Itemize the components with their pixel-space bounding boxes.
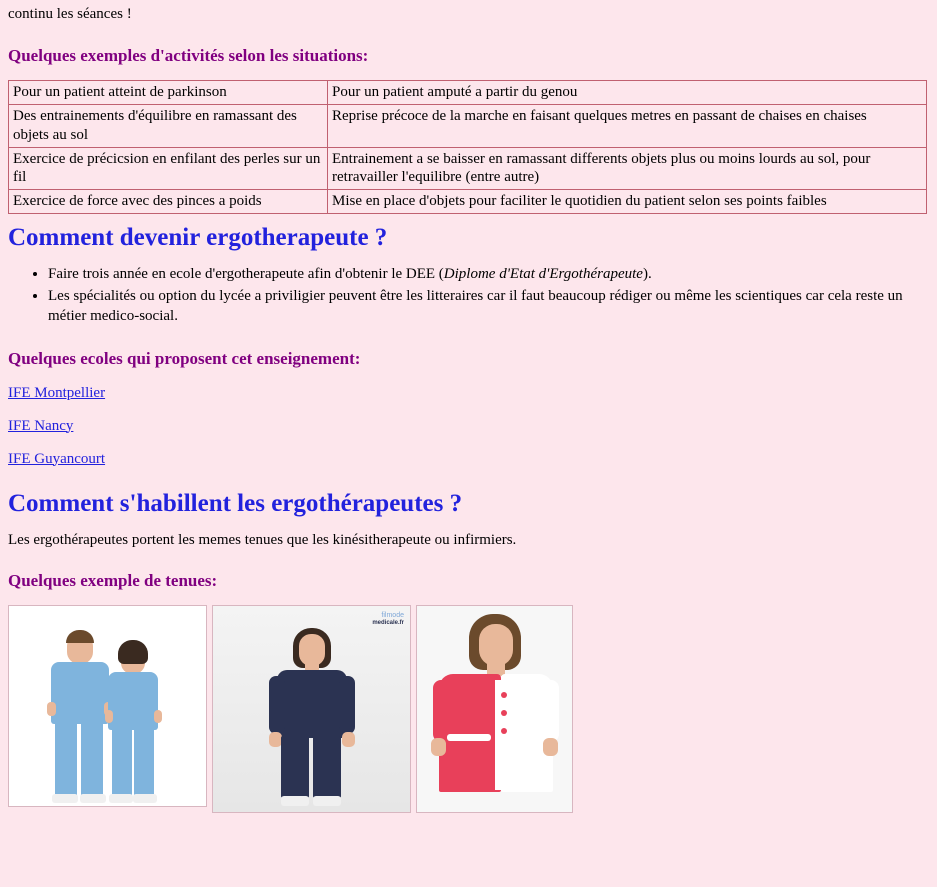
table-row xyxy=(9,147,927,190)
intro-paragraph: continu les séances ! xyxy=(8,6,132,22)
link-ife-guyancourt[interactable]: IFE Guyancourt xyxy=(8,450,106,467)
gallery-image-red-white-tunic xyxy=(416,605,573,813)
table-cell: Pour un patient amputé a partir du genou xyxy=(328,81,927,105)
outfits-heading: Quelques exemple de tenues: xyxy=(8,570,218,590)
outfit-gallery xyxy=(8,605,929,813)
table-row xyxy=(9,105,927,148)
list-item xyxy=(48,264,929,284)
list-item-tail: ). xyxy=(642,265,652,282)
clothing-paragraph: Les ergothérapeutes portent les memes tenues que les kinésitherapeute ou infirmiers. xyxy=(8,531,517,548)
link-ife-nancy[interactable]: IFE Nancy xyxy=(8,417,74,434)
activities-table xyxy=(8,80,927,214)
becoming-heading: Comment devenir ergotherapeute ? xyxy=(8,223,388,251)
clothing-heading: Comment s'habillent les ergothérapeutes ? xyxy=(8,489,463,517)
table-cell: Exercice de précicsion en enfilant des perles sur un fil xyxy=(9,147,328,190)
table-cell: Des entrainements d'équilibre en ramassant des objets au sol xyxy=(9,105,328,148)
becoming-list xyxy=(8,264,929,327)
table-row xyxy=(9,81,927,105)
activities-heading: Quelques exemples d'activités selon les situations: xyxy=(8,46,369,66)
table-cell: Mise en place d'objets pour faciliter le quotidien du patient selon ses points faibles xyxy=(328,190,927,214)
table-cell: Reprise précoce de la marche en faisant quelques metres en passant de chaises en chaises xyxy=(328,105,927,148)
watermark: filmode medicale.fr xyxy=(372,611,404,627)
list-item-text: Faire trois année en ecole d'ergotherapeute afin d'obtenir le DEE ( xyxy=(48,265,444,282)
link-ife-montpellier[interactable]: IFE Montpellier xyxy=(8,384,106,401)
list-item-italic: Diplome d'Etat d'Ergothérapeute xyxy=(443,265,643,282)
school-link-row xyxy=(8,418,929,435)
table-row xyxy=(9,190,927,214)
list-item xyxy=(48,286,929,327)
gallery-image-blue-scrubs-pair xyxy=(8,605,207,807)
school-link-row xyxy=(8,451,929,468)
table-cell: Entrainement a se baisser en ramassant differents objets plus ou moins lourds au sol, pour retravailler l'equilibre (entre autre) xyxy=(328,147,927,190)
table-cell: Exercice de force avec des pinces a poids xyxy=(9,190,328,214)
list-item-text: Les spécialités ou option du lycée a priviligier peuvent être les litteraires car il faut beaucoup rédiger ou même les scientiques car cela reste un métier medico-social. xyxy=(48,288,903,325)
gallery-image-navy-scrubs xyxy=(212,605,411,813)
schools-heading: Quelques ecoles qui proposent cet enseignement: xyxy=(8,348,361,368)
school-link-row xyxy=(8,385,929,402)
table-cell: Pour un patient atteint de parkinson xyxy=(9,81,328,105)
